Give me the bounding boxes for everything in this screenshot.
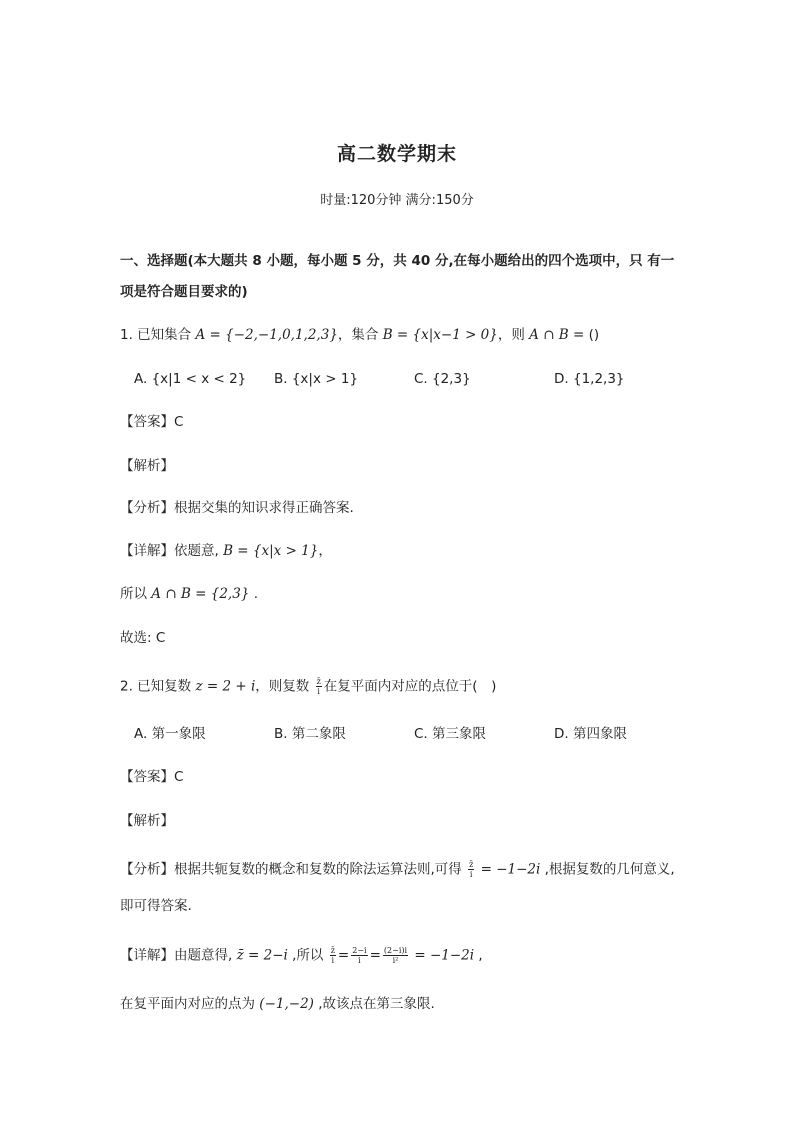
q2-answer: 【答案】C <box>120 769 184 785</box>
q1-set-a: A = {−2,−1,0,1,2,3} <box>195 327 338 343</box>
q2-equals-2: = <box>369 947 381 964</box>
q1-option-a: A. {x|1 < x < 2} <box>134 371 247 387</box>
q2-option-d: D. 第四象限 <box>554 726 627 742</box>
q1-option-d: D. {1,2,3} <box>554 371 625 387</box>
q1-stem-text-2: ，集合 <box>337 327 383 343</box>
q2-fenxi-frac-num: z̄ <box>469 860 474 869</box>
section-heading-line1: 一、选择题(本大题共 8 小题，每小题 5 分，共 40 分,在每小题给出的四个选项中，只 有一 <box>120 253 675 269</box>
q2-last-text: 在复平面内对应的点为 <box>120 996 260 1012</box>
q1-answer: 【答案】C <box>120 414 184 430</box>
q2-option-b: B. 第二象限 <box>274 726 346 742</box>
q2-fenxi <box>120 860 675 879</box>
q2-frac-num: z̄ <box>316 677 321 686</box>
q1-xiangjie-math: B = {x|x > 1} <box>223 543 319 559</box>
q2-xj-frac-1-den: i <box>331 956 335 965</box>
q2-option-a: A. 第一象限 <box>134 726 206 742</box>
q2-xiangjie <box>120 946 483 965</box>
q2-xiangjie-mid: ,所以 <box>287 947 328 964</box>
q2-xj-frac-2 <box>351 946 367 965</box>
q2-xj-frac-2-den: i <box>358 956 361 965</box>
q2-xj-frac-1-num: z̄ <box>330 946 335 955</box>
q2-last-suffix: ,故该点在第三象限. <box>313 996 435 1012</box>
page-title: 高二数学期末 <box>336 143 457 165</box>
q2-fraction <box>316 677 322 696</box>
q2-analysis-label: 【解析】 <box>120 813 174 829</box>
q2-xj-frac-2-num: 2−i <box>352 946 367 955</box>
q2-frac-den: i <box>317 687 320 696</box>
q1-analysis-label: 【解析】 <box>120 458 174 474</box>
q2-fenxi-text: 【分析】根据共轭复数的概念和复数的除法运算法则,可得 <box>120 861 467 878</box>
q1-xiangjie <box>120 542 332 560</box>
q1-xiangjie-suffix: ， <box>318 543 332 559</box>
q1-option-c: C. {2,3} <box>414 371 471 387</box>
q2-fenxi-frac-den: i <box>469 870 473 879</box>
q1-suoyi-suffix: . <box>249 586 258 602</box>
q2-option-c: C. 第三象限 <box>414 726 487 742</box>
q1-stem-text-3: ，则 <box>497 327 530 343</box>
q1-stem <box>120 326 599 344</box>
q2-xj-frac-1 <box>330 946 336 965</box>
q1-paren: () <box>584 327 600 343</box>
q1-fenxi: 【分析】根据交集的知识求得正确答案. <box>120 500 354 516</box>
q1-suoyi-math: A ∩ B = {2,3} <box>151 586 250 602</box>
q2-stem-suffix: 在复平面内对应的点位于( ) <box>323 678 497 695</box>
q1-suoyi-text: 所以 <box>120 586 152 602</box>
q2-fenxi-eq: = −1−2i <box>476 861 541 878</box>
q2-last-line <box>120 995 435 1013</box>
q1-set-b: B = {x|x−1 > 0} <box>382 327 498 343</box>
q2-equals-1: = <box>337 947 350 964</box>
q2-last-point: (−1,−2) <box>259 996 314 1012</box>
q1-suoyi <box>120 585 258 603</box>
q2-fenxi-line2: 即可得答案. <box>120 898 192 914</box>
q1-guxuan: 故选: C <box>120 630 166 646</box>
q2-stem-text-2: ，则复数 <box>255 678 314 695</box>
section-heading-line2: 项是符合题目要求的) <box>120 284 248 300</box>
q2-stem-text: 2. 已知复数 <box>120 678 196 695</box>
q2-xiangjie-result: = −1−2i <box>410 947 475 964</box>
q1-stem-text: 1. 已知集合 <box>120 327 196 343</box>
q2-xiangjie-zbar: z̄ = 2−i <box>236 947 288 964</box>
q2-fenxi-fraction <box>468 860 474 879</box>
q2-xj-frac-3-num: (2−i)i <box>383 946 408 955</box>
q1-xiangjie-text: 【详解】依题意, <box>120 543 224 559</box>
q2-stem <box>120 677 496 696</box>
q2-fenxi-suffix: ,根据复数的几何意义, <box>540 861 675 878</box>
q2-z-expr: z = 2 + i <box>195 678 256 695</box>
exam-info: 时量:120分钟 满分:150分 <box>320 193 474 208</box>
q1-option-b: B. {x|x > 1} <box>274 371 359 387</box>
q2-xiangjie-text: 【详解】由题意得, <box>120 947 237 964</box>
q2-xj-frac-3-den: i² <box>392 956 399 965</box>
q2-xiangjie-suffix: , <box>474 947 483 964</box>
q2-xj-frac-3 <box>383 946 408 965</box>
q1-expression: A ∩ B = <box>529 327 585 343</box>
